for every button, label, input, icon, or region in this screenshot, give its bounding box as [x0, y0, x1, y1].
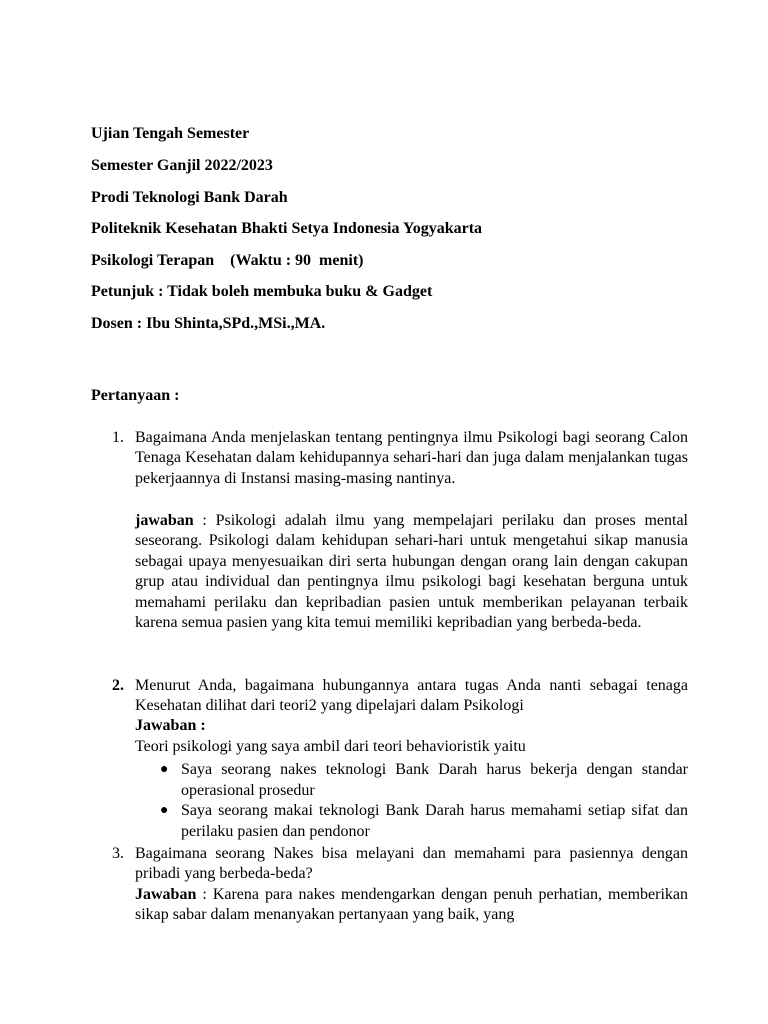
- question-2-answer-label: Jawaban :: [135, 717, 206, 734]
- exam-title: Ujian Tengah Semester: [91, 125, 250, 142]
- bullet-icon: ●: [160, 803, 169, 818]
- question-2-answer-intro: Teori psikologi yang saya ambil dari teori behavioristik yaitu: [135, 738, 526, 755]
- bullet-item-2: Saya seorang makai teknologi Bank Darah harus memahami setiap sifat dan perilaku pasien dan pendonor: [181, 802, 688, 840]
- question-3-text: Bagaimana seorang Nakes bisa melayani dan memahami para pasiennya dengan pribadi yang berbeda-beda?: [135, 845, 688, 883]
- question-3-answer: [135, 885, 688, 926]
- lecturer-line: Dosen : Ibu Shinta,SPd.,MSi.,MA.: [91, 315, 326, 332]
- answer-label: jawaban: [135, 512, 194, 529]
- question-1-number: 1.: [112, 429, 124, 446]
- semester-line: Semester Ganjil 2022/2023: [91, 157, 273, 174]
- answer-label: Jawaban: [135, 886, 197, 903]
- answer-text: : Karena para nakes mendengarkan dengan penuh perhatian, memberikan sikap sabar dalam menanyakan pertanyaan yang baik, yang: [135, 886, 688, 924]
- question-1-answer: [135, 511, 688, 633]
- bullet-item-1: Saya seorang nakes teknologi Bank Darah harus bekerja dengan standar operasional prosedur: [181, 761, 688, 799]
- question-2-text: Menurut Anda, bagaimana hubungannya antara tugas Anda nanti sebagai tenaga Kesehatan dilihat dari teori2 yang dipelajari dalam Psikologi: [135, 677, 688, 715]
- question-3-number: 3.: [112, 845, 124, 862]
- course-line: Psikologi Terapan (Waktu : 90 menit): [91, 252, 364, 269]
- questions-heading: Pertanyaan :: [91, 387, 180, 404]
- answer-text: : Psikologi adalah ilmu yang mempelajari perilaku dan proses mental seseorang. Psikologi dalam kehidupan sehari-hari untuk mengetahui sikap manusia sebagai upaya menyesuaikan diri serta hubungan dengan orang lain dengan cakupan grup atau individual dan pentingnya ilmu psikologi bagi kesehatan berguna untuk memahami perilaku dan kepribadian pasien untuk memberikan pelayanan terbaik karena semua pasien yang kita temui memiliki kepribadian yang berbeda-beda.: [135, 512, 688, 632]
- bullet-icon: ●: [160, 762, 169, 777]
- question-2-number: 2.: [112, 677, 124, 694]
- question-1-text: Bagaimana Anda menjelaskan tentang pentingnya ilmu Psikologi bagi seorang Calon Tenaga Kesehatan dalam kehidupannya sehari-hari dan juga dalam menjalankan tugas pekerjaannya di Instansi masing-masing nantinya.: [135, 429, 688, 487]
- instructions-line: Petunjuk : Tidak boleh membuka buku & Gadget: [91, 283, 433, 300]
- institution-line: Politeknik Kesehatan Bhakti Setya Indonesia Yogyakarta: [91, 220, 483, 237]
- program-line: Prodi Teknologi Bank Darah: [91, 189, 288, 206]
